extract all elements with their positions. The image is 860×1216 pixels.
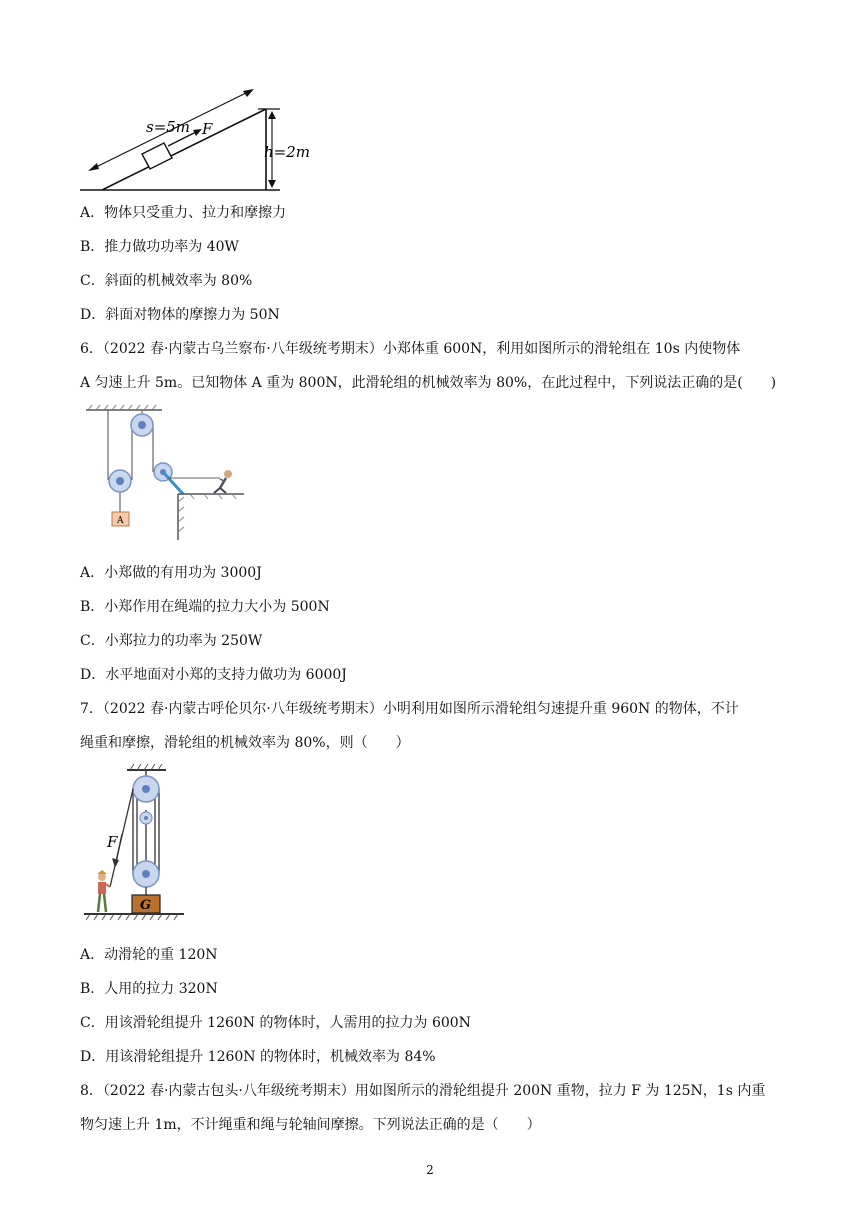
pulley-figure-q6	[80, 402, 250, 542]
s-label: s=5m	[146, 118, 191, 136]
incline-figure	[80, 82, 320, 197]
f-arrow-label: F	[107, 833, 118, 851]
q8-stem-line1: 8．（2022 春·内蒙古包头·八年级统考期末）用如图所示的滑轮组提升 200N 重物，拉力 F 为 125N，1s 内重	[80, 1083, 766, 1099]
q7-option-c: C．用该滑轮组提升 1260N 的物体时，人需用的拉力为 600N	[80, 1015, 471, 1031]
q5-option-b: B．推力做功功率为 40W	[80, 239, 239, 255]
q7-option-b: B．人用的拉力 320N	[80, 981, 218, 997]
box-a-label: A	[117, 516, 124, 526]
q6-option-c: C．小郑拉力的功率为 250W	[80, 633, 263, 649]
q6-stem-line1: 6．（2022 春·内蒙古乌兰察布·八年级统考期末）小郑体重 600N，利用如图所示的滑轮组在 10s 内使物体	[80, 341, 741, 357]
pulley-diagram-q7	[80, 762, 190, 927]
q6-option-d: D．水平地面对小郑的支持力做功为 6000J	[80, 667, 347, 683]
pulley-diagram-q6	[80, 402, 250, 542]
q5-option-a: A．物体只受重力、拉力和摩擦力	[80, 205, 287, 221]
q6-stem-line2: A 匀速上升 5m。已知物体 A 重为 800N，此滑轮组的机械效率为 80%，在此过程中，下列说法正确的是( )	[80, 375, 777, 391]
incline-diagram	[80, 82, 320, 197]
pulley-figure-q7	[80, 762, 190, 927]
q7-option-a: A．动滑轮的重 120N	[80, 947, 218, 963]
q6-option-a: A．小郑做的有用功为 3000J	[80, 565, 262, 581]
q7-stem-line2: 绳重和摩擦，滑轮组的机械效率为 80%，则（ ）	[80, 735, 410, 751]
q5-option-d: D．斜面对物体的摩擦力为 50N	[80, 307, 280, 323]
f-label: F	[202, 120, 213, 138]
q7-option-d: D．用该滑轮组提升 1260N 的物体时，机械效率为 84%	[80, 1049, 436, 1065]
page-number: 2	[426, 1163, 434, 1177]
g-block-label: G	[140, 898, 152, 913]
q5-option-c: C．斜面的机械效率为 80%	[80, 273, 253, 289]
q8-stem-line2: 物匀速上升 1m，不计绳重和绳与轮轴间摩擦。下列说法正确的是（ ）	[80, 1117, 541, 1133]
q6-option-b: B．小郑作用在绳端的拉力大小为 500N	[80, 599, 330, 615]
h-label: h=2m	[264, 143, 310, 161]
q7-stem-line1: 7．（2022 春·内蒙古呼伦贝尔·八年级统考期末）小明利用如图所示滑轮组匀速提升重 960N 的物体，不计	[80, 701, 739, 717]
